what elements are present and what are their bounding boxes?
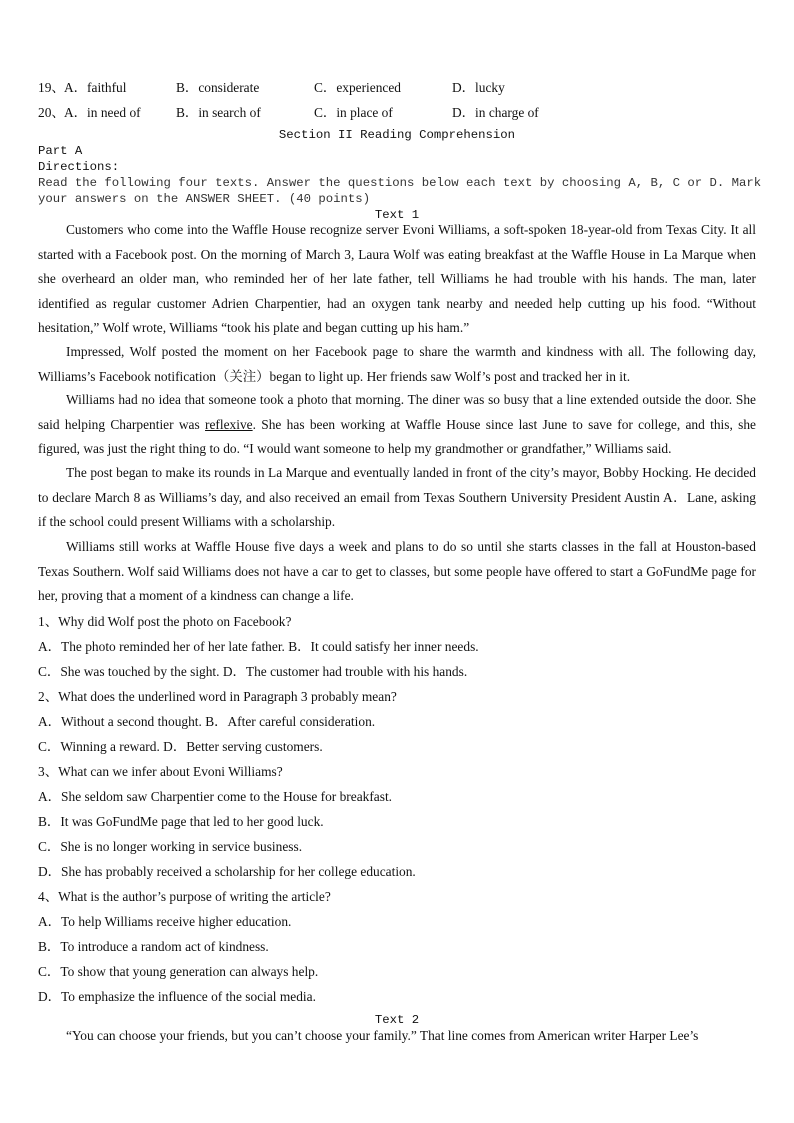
question-20-options bbox=[38, 102, 778, 122]
directions-label: Directions: bbox=[38, 160, 120, 174]
option-d: D．lucky bbox=[452, 80, 505, 95]
option-c: C．in place of bbox=[314, 105, 393, 120]
question-3-option-b: B．It was GoFundMe page that led to her good luck. bbox=[38, 814, 324, 829]
text-1-title: Text 1 bbox=[374, 208, 420, 222]
text-1-paragraph-4: The post began to make its rounds in La Marque and eventually landed in front of the city’s mayor, Bobby Hocking. He decided to declare March 8 as Williams’s day, and also received an email from Texas Southern University President Austin A．Lane, asking if the school could present Williams with a scholarship. bbox=[38, 465, 756, 530]
question-1-options-cd: C．She was touched by the sight. D．The customer had trouble with his hands. bbox=[38, 664, 468, 679]
question-3-option-c: C．She is no longer working in service business. bbox=[38, 839, 303, 854]
option-b: B．in search of bbox=[176, 105, 261, 120]
question-3-option-a: A．She seldom saw Charpentier come to the House for breakfast. bbox=[38, 789, 393, 804]
question-2-options-ab: A．Without a second thought. B．After careful consideration. bbox=[38, 714, 376, 729]
text-1-paragraph-1: Customers who come into the Waffle House recognize server Evoni Williams, a soft-spoken 18-year-old from Texas City. It all started with a Facebook post. On the morning of March 3, Laura Wolf was eating breakfast at the Waffle House in La Marque when she overheard an older man, who reminded her of her late father, tell Williams he had trouble with his hands. The man, later identified as regular customer Adrien Charpentier, had an oxygen tank nearby and needed help cutting up his food. “Without hesitation,” Wolf wrote, Williams “took his plate and began cutting up his ham.” bbox=[38, 222, 756, 336]
question-4-option-a: A．To help Williams receive higher education. bbox=[38, 914, 292, 929]
underlined-word: reflexive bbox=[205, 416, 253, 432]
option-b: B．considerate bbox=[176, 80, 260, 95]
option-a: A．faithful bbox=[64, 80, 127, 95]
text-2-paragraph-1: “You can choose your friends, but you can’t choose your family.” That line comes from American writer Harper Lee’s bbox=[66, 1028, 699, 1043]
question-2: 2、What does the underlined word in Paragraph 3 probably mean? bbox=[38, 689, 397, 704]
directions-text-line-1: Read the following four texts. Answer the questions below each text by choosing A, B, C or D. Mark bbox=[38, 176, 762, 190]
question-3: 3、What can we infer about Evoni Williams? bbox=[38, 764, 283, 779]
text-1-paragraph-3 bbox=[38, 388, 756, 462]
question-2-options-cd: C．Winning a reward. D．Better serving customers. bbox=[38, 739, 323, 754]
question-1: 1、Why did Wolf post the photo on Facebook? bbox=[38, 614, 292, 629]
question-3-option-d: D．She has probably received a scholarship for her college education. bbox=[38, 864, 416, 879]
question-4-option-c: C．To show that young generation can always help. bbox=[38, 964, 319, 979]
text-2-title: Text 2 bbox=[374, 1013, 420, 1027]
part-label: Part A bbox=[38, 144, 83, 158]
option-a: A．in need of bbox=[64, 105, 141, 120]
paragraph-text: Williams had no idea that someone took a photo that morning. The diner was so busy that a line extended outside the door. She said helping Charpentier was bbox=[38, 392, 756, 432]
question-4-option-b: B．To introduce a random act of kindness. bbox=[38, 939, 269, 954]
question-4-option-d: D．To emphasize the influence of the social media. bbox=[38, 989, 316, 1004]
directions-text-line-2: your answers on the ANSWER SHEET. (40 points) bbox=[38, 192, 371, 206]
question-number: 20、 bbox=[38, 105, 65, 120]
question-19-options bbox=[38, 77, 778, 97]
text-1-paragraph-5: Williams still works at Waffle House five days a week and plans to do so until she starts classes in the fall at Houston-based Texas Southern. Wolf said Williams does not have a car to get to classes, but some people have offered to start a GoFundMe page for her, proving that a moment of a kindness can change a life. bbox=[38, 539, 756, 604]
option-d: D．in charge of bbox=[452, 105, 539, 120]
question-4: 4、What is the author’s purpose of writing the article? bbox=[38, 889, 331, 904]
text-1-paragraph-2: Impressed, Wolf posted the moment on her Facebook page to share the warmth and kindness with all. The following day, Williams’s Facebook notification（关注）began to light up. Her friends saw Wolf’s post and tracked her in it. bbox=[38, 344, 756, 384]
option-c: C．experienced bbox=[314, 80, 401, 95]
section-title: Section II Reading Comprehension bbox=[278, 128, 516, 142]
question-1-options-ab: A．The photo reminded her of her late father. B．It could satisfy her inner needs. bbox=[38, 639, 479, 654]
question-number: 19、 bbox=[38, 80, 65, 95]
paragraph-text: . She has been working at Waffle House since last June to save for college, and this, she figured, was just the right thing to do. “I would want someone to help my grandmother or grandfather,” Williams said. bbox=[38, 416, 756, 457]
